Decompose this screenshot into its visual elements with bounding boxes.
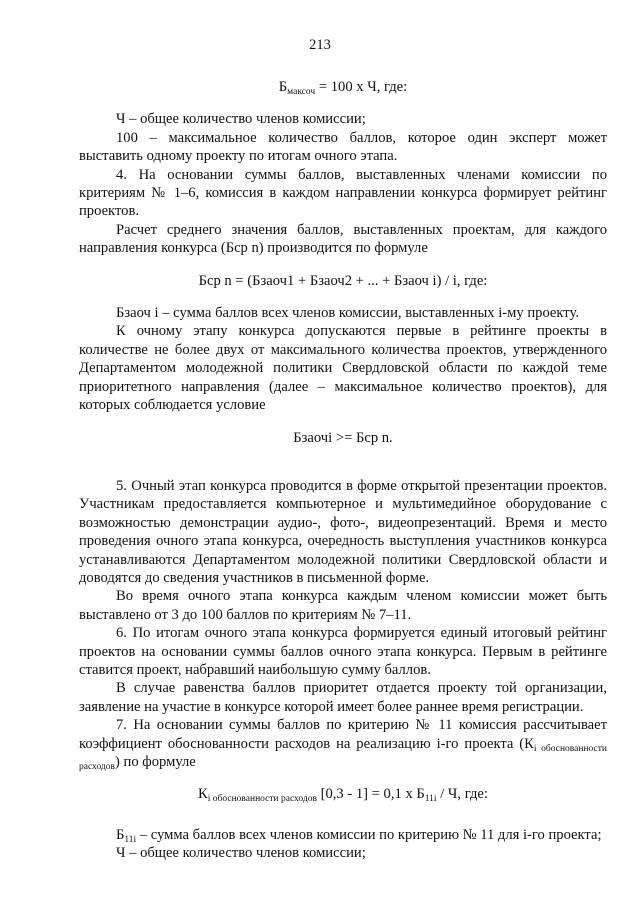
definition-b-zaoch: Бзаоч i – сумма баллов всех членов комиссии, выставленных i-му проекту. [116,305,579,322]
paragraph-7: 7. На основании суммы баллов по критерию № 11 комиссия рассчитывает коэффициент обоснованности расходов на реализацию i-го проекта $(К_{i обоснованности расходов})$ по формуле [79,717,607,772]
formula-b-max: $Б_{максоч} = 100$ х Ч, где: [278,79,408,97]
formula-k-coefficient: $К_{i обоснованности расходов}$ [0,3 - 1] = 0,1 х $Б_{11i}$ / Ч, где: [198,786,488,805]
paragraph-6b: В случае равенства баллов приоритет отдается проекту той организации, заявление на участие в конкурсе которой имеет более раннее время регистрации. [79,680,607,715]
paragraph-5: 5. Очный этап конкурса проводится в форме открытой презентации проектов. Участникам предоставляется компьютерное и мультимедийное оборудование с возможностью демонстрации аудио-, фото-, видеопрезентаций. Время и место проведения очного этапа конкурса, очередность выступления участников конкурса устанавливаются Департаментом молодежной политики Свердловской области и доводятся до сведения участников в письменной форме. [79,477,607,586]
paragraph-average: Расчет среднего значения баллов, выставленных проектам, для каждого направления конкурса (Бср n) производится по формуле [79,221,607,257]
definition-ch: Ч – общее количество членов комиссии; [116,111,366,128]
formula-b-avg: Бср n = (Бзаоч1 + Бзаоч2 + ... + Бзаоч i) / i, где: [198,272,488,289]
paragraph-admission: К очному этапу конкурса допускаются первые в рейтинге проекты в количестве не более двух от максимального количества проектов, утвержденного Департаментом молодежной политики Свердловской области по каждой теме приоритетного направления (далее – максимальное количество проектов), для которых соблюдается условие [79,323,607,414]
document-body [79,78,607,863]
definition-100: 100 – максимальное количество баллов, которое один эксперт может выставить одному проекту по итогам очного этапа. [79,129,607,165]
definition-ch-repeat: Ч – общее количество членов комиссии; [116,845,366,862]
paragraph-6: 6. По итогам очного этапа конкурса формируется единый итоговый рейтинг проектов на основании суммы баллов очного этапа конкурса. Первым в рейтинге ставится проект, набравший наибольшую сумму баллов. [79,625,607,678]
paragraph-5b: Во время очного этапа конкурса каждым членом комиссии может быть выставлено от 3 до 100 баллов по критериям № 7–11. [79,588,607,623]
definition-b11i: $Б_{11i}$ – сумма баллов всех членов комиссии по критерию № 11 для i-го проекта; [116,826,602,845]
page-number: 213 [309,37,331,53]
formula-condition: Бзаочi >= Бср n. [293,429,393,446]
paragraph-4: 4. На основании суммы баллов, выставленных членами комиссии по критериям № 1–6, комиссия в каждом направлении конкурса формирует рейтинг проектов. [79,166,607,220]
